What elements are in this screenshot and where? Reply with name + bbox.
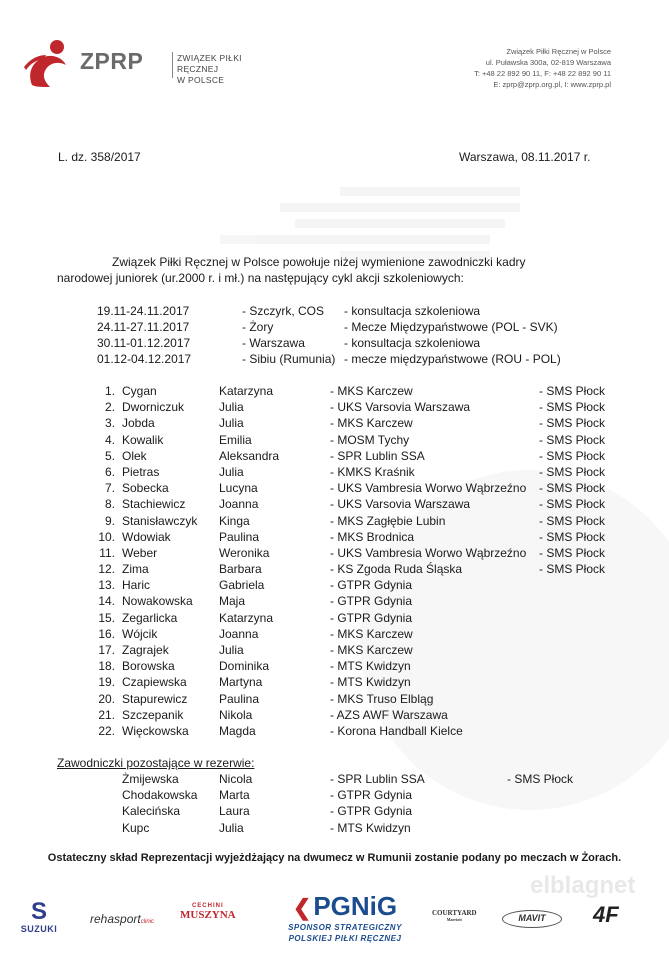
schedule-row <box>97 304 567 320</box>
player-last-name: Sobecka <box>122 481 169 496</box>
player-last-name: Stapurewicz <box>122 691 188 706</box>
player-first-name: Paulina <box>219 691 260 706</box>
schedule-place: - Warszawa <box>242 336 305 350</box>
player-row <box>97 643 607 659</box>
player-last-name: Szczepanik <box>122 707 184 722</box>
player-club: - MKS Zagłębie Lubin <box>330 513 446 528</box>
player-first-name: Maja <box>219 594 246 609</box>
player-club: - MKS Truso Elbląg <box>330 691 434 706</box>
player-last-name: Stanisławczyk <box>122 513 198 528</box>
pgnig-logo <box>270 892 420 944</box>
player-number: 17. <box>98 643 115 657</box>
player-school: - SMS Płock <box>539 384 606 398</box>
player-last-name: Cygan <box>122 384 157 398</box>
contact-block <box>474 46 611 90</box>
player-number: 5. <box>104 448 115 463</box>
reserve-school: - SMS Płock <box>507 772 574 786</box>
player-number: 15. <box>98 610 115 625</box>
player-row <box>97 530 607 546</box>
player-first-name: Julia <box>219 400 244 415</box>
player-club: - SPR Lublin SSA <box>330 448 425 463</box>
player-row <box>97 692 607 708</box>
player-number: 12. <box>98 562 115 577</box>
player-number: 6. <box>104 464 115 479</box>
intro-line2: narodowej juniorek (ur.2000 r. i mł.) na następujący cykl akcji szkoleniowych: <box>57 271 464 285</box>
intro-paragraph <box>57 254 612 286</box>
courtyard-logo <box>432 909 477 922</box>
reserve-row <box>97 772 607 788</box>
schedule-dates: 30.11-01.12.2017 <box>97 336 191 350</box>
muszyna-text: MUSZYNA <box>180 909 236 921</box>
player-row <box>97 724 607 740</box>
player-row <box>97 675 607 691</box>
player-club: - UKS Vambresia Worwo Wąbrzeźno <box>330 481 527 496</box>
player-number: 2. <box>104 400 115 415</box>
suzuki-text: SUZUKI <box>20 924 58 934</box>
schedule-place: - Szczyrk, COS <box>242 304 325 318</box>
reserve-last-name: Kalecińska <box>122 804 181 819</box>
org-name-line2: W POLSCE <box>177 75 225 85</box>
player-club: - MTS Kwidzyn <box>330 675 411 690</box>
mavit-logo: MAVIT <box>502 910 562 928</box>
player-row <box>97 546 607 562</box>
player-number: 18. <box>98 659 115 674</box>
player-row <box>97 481 607 497</box>
reserve-first-name: Marta <box>219 788 250 803</box>
player-club: - MTS Kwidzyn <box>330 659 411 674</box>
schedule-dates: 24.11-27.11.2017 <box>97 320 190 334</box>
reserve-first-name: Laura <box>219 804 250 819</box>
player-club: - MOSM Tychy <box>330 432 410 447</box>
logo-divider <box>172 52 173 78</box>
schedule-dates: 19.11-24.11.2017 <box>97 304 190 318</box>
player-last-name: Nowakowska <box>122 594 193 609</box>
player-number: 21. <box>98 707 115 722</box>
player-number: 1. <box>104 384 115 398</box>
player-last-name: Zima <box>122 562 149 577</box>
pgnig-text: PGNiG <box>313 891 398 921</box>
player-first-name: Julia <box>219 416 244 431</box>
player-first-name: Martyna <box>219 675 263 690</box>
flame-icon: ❮ <box>292 895 312 920</box>
player-school: - SMS Płock <box>539 497 606 512</box>
rehasport-logo <box>90 912 154 926</box>
player-club: - AZS AWF Warszawa <box>330 707 448 722</box>
reserve-row <box>97 821 607 837</box>
player-number: 8. <box>104 497 115 512</box>
pgnig-sub1: SPONSOR STRATEGICZNY <box>288 923 402 932</box>
player-last-name: Pietras <box>122 464 160 479</box>
reserve-row <box>97 788 607 804</box>
player-first-name: Julia <box>219 464 244 479</box>
player-club: - MKS Karczew <box>330 416 413 431</box>
player-club: - UKS Varsovia Warszawa <box>330 497 471 512</box>
handball-player-icon <box>22 37 76 89</box>
schedule-description: - konsultacja szkoleniowa <box>344 304 481 318</box>
reference-number: L. dz. 358/2017 <box>58 150 141 164</box>
schedule-place: - Żory <box>242 320 274 334</box>
player-first-name: Katarzyna <box>219 610 274 625</box>
player-number: 14. <box>98 594 115 609</box>
schedule-row <box>97 352 567 368</box>
pgnig-sub2: POLSKIEJ PIŁKI RĘCZNEJ <box>288 934 402 943</box>
site-watermark: elblagnet <box>530 872 636 899</box>
player-club: - GTPR Gdynia <box>330 578 413 593</box>
player-row <box>97 465 607 481</box>
player-school: - SMS Płock <box>539 481 606 496</box>
player-club: - MKS Karczew <box>330 384 413 398</box>
player-number: 20. <box>98 691 115 706</box>
player-school: - SMS Płock <box>539 400 606 415</box>
sponsors-bar <box>0 890 669 955</box>
player-first-name: Lucyna <box>219 481 258 496</box>
player-school: - SMS Płock <box>539 545 606 560</box>
player-first-name: Joanna <box>219 626 259 641</box>
player-row <box>97 400 607 416</box>
rehasport-text: rehasport <box>90 912 141 926</box>
player-first-name: Katarzyna <box>219 384 274 398</box>
reserve-club: - MTS Kwidzyn <box>330 820 411 835</box>
player-first-name: Aleksandra <box>219 448 280 463</box>
player-first-name: Dominika <box>219 659 270 674</box>
document-date: Warszawa, 08.11.2017 r. <box>459 150 591 164</box>
player-first-name: Emilia <box>219 432 252 447</box>
courtyard-sub: Marriott <box>446 917 462 922</box>
schedule-description: - konsultacja szkoleniowa <box>344 336 481 350</box>
schedule-place: - Sibiu (Rumunia) <box>242 352 336 366</box>
schedule-row <box>97 320 567 336</box>
logo-text: ZPRP <box>80 48 144 74</box>
player-first-name: Julia <box>219 643 244 657</box>
reserve-club: - GTPR Gdynia <box>330 788 413 803</box>
org-name <box>177 53 272 86</box>
contact-line1: Związek Piłki Ręcznej w Polsce <box>506 47 611 56</box>
player-school: - SMS Płock <box>539 416 606 431</box>
player-school: - SMS Płock <box>539 529 606 544</box>
player-first-name: Barbara <box>219 562 262 577</box>
player-first-name: Weronika <box>219 545 270 560</box>
player-number: 19. <box>98 675 115 690</box>
player-number: 4. <box>104 432 115 447</box>
reserve-last-name: Chodakowska <box>122 788 198 803</box>
player-number: 11. <box>99 545 115 560</box>
player-row <box>97 384 607 400</box>
player-number: 3. <box>104 416 115 431</box>
player-last-name: Czapiewska <box>122 675 187 690</box>
schedule-list <box>97 304 567 368</box>
player-row <box>97 594 607 610</box>
player-club: - GTPR Gdynia <box>330 610 413 625</box>
player-last-name: Kowalik <box>122 432 164 447</box>
zprp-logo <box>22 37 272 89</box>
player-school: - SMS Płock <box>539 562 606 577</box>
player-first-name: Kinga <box>219 513 250 528</box>
schedule-description: - mecze międzypaństwowe (ROU - POL) <box>344 352 561 366</box>
suzuki-s-icon: S <box>30 898 47 925</box>
player-club: - MKS Karczew <box>330 626 413 641</box>
reserve-row <box>97 804 607 820</box>
reserve-first-name: Nicola <box>219 772 253 786</box>
schedule-dates: 01.12-04.12.2017 <box>97 352 192 366</box>
contact-line3: T: +48 22 892 90 11, F: +48 22 892 90 11 <box>474 69 611 78</box>
player-row <box>97 659 607 675</box>
player-row <box>97 449 607 465</box>
player-last-name: Olek <box>122 448 147 463</box>
player-last-name: Zegarlicka <box>122 610 178 625</box>
player-last-name: Dworniczuk <box>122 400 185 415</box>
contact-line4: E: zprp@zprp.org.pl, I: www.zprp.pl <box>493 80 611 89</box>
muszyna-top: CECHINI <box>191 903 224 909</box>
player-first-name: Gabriela <box>219 578 265 593</box>
player-school: - SMS Płock <box>539 513 606 528</box>
player-last-name: Weber <box>122 545 158 560</box>
muszyna-logo <box>180 903 236 921</box>
schedule-row <box>97 336 567 352</box>
reserve-club: - GTPR Gdynia <box>330 804 413 819</box>
reserve-last-name: Żmijewska <box>122 772 179 786</box>
player-last-name: Jobda <box>122 416 155 431</box>
player-number: 13. <box>98 578 115 593</box>
contact-line2: ul. Puławska 300a, 02-819 Warszawa <box>485 58 611 67</box>
reserve-first-name: Julia <box>219 820 244 835</box>
players-list <box>97 384 607 740</box>
player-number: 22. <box>98 723 115 738</box>
player-row <box>97 514 607 530</box>
player-last-name: Borowska <box>122 659 175 674</box>
player-row <box>97 578 607 594</box>
player-number: 16. <box>98 626 115 641</box>
player-number: 10. <box>98 529 115 544</box>
schedule-description: - Mecze Międzypaństwowe (POL - SVK) <box>344 320 558 334</box>
player-club: - UKS Varsovia Warszawa <box>330 400 471 415</box>
player-club: - UKS Vambresia Worwo Wąbrzeźno <box>330 545 527 560</box>
player-last-name: Wdowiak <box>122 529 171 544</box>
player-first-name: Magda <box>219 723 256 738</box>
courtyard-text: COURTYARD <box>432 909 477 917</box>
player-first-name: Joanna <box>219 497 259 512</box>
player-last-name: Stachiewicz <box>122 497 186 512</box>
player-row <box>97 708 607 724</box>
player-club: - MKS Karczew <box>330 643 413 657</box>
player-number: 7. <box>104 481 115 496</box>
player-club: - MKS Brodnica <box>330 529 415 544</box>
player-row <box>97 497 607 513</box>
intro-line1: Związek Piłki Ręcznej w Polsce powołuje niżej wymienione zawodniczki kadry <box>112 255 526 269</box>
4f-logo: 4F <box>593 902 619 927</box>
player-last-name: Zagrajek <box>122 643 169 657</box>
player-club: - KMKS Kraśnik <box>330 464 415 479</box>
player-club: - GTPR Gdynia <box>330 594 413 609</box>
player-row <box>97 627 607 643</box>
reserves-title: Zawodniczki pozostające w rezerwie: <box>57 756 255 770</box>
player-club: - Korona Handball Kielce <box>330 723 463 738</box>
reserve-club: - SPR Lublin SSA <box>330 772 425 786</box>
player-number: 9. <box>104 513 115 528</box>
player-row <box>97 416 607 432</box>
player-last-name: Więckowska <box>122 723 189 738</box>
player-club: - KS Zgoda Ruda Śląska <box>330 562 463 577</box>
player-row <box>97 611 607 627</box>
player-school: - SMS Płock <box>539 448 606 463</box>
player-first-name: Paulina <box>219 529 260 544</box>
suzuki-logo <box>14 900 64 934</box>
final-note: Ostateczny skład Reprezentacji wyjeżdżający na dwumecz w Rumunii zostanie podany po meczach w Żorach. <box>47 852 622 864</box>
org-name-line1: ZWIĄZEK PIŁKI RĘCZNEJ <box>177 53 242 74</box>
rehasport-sub: clinic <box>140 919 155 925</box>
reserve-last-name: Kupc <box>122 820 150 835</box>
reserves-list <box>97 772 607 837</box>
player-last-name: Wójcik <box>122 626 158 641</box>
player-row <box>97 433 607 449</box>
player-last-name: Haric <box>122 578 151 593</box>
player-school: - SMS Płock <box>539 464 606 479</box>
player-row <box>97 562 607 578</box>
player-first-name: Nikola <box>219 707 253 722</box>
player-school: - SMS Płock <box>539 432 606 447</box>
